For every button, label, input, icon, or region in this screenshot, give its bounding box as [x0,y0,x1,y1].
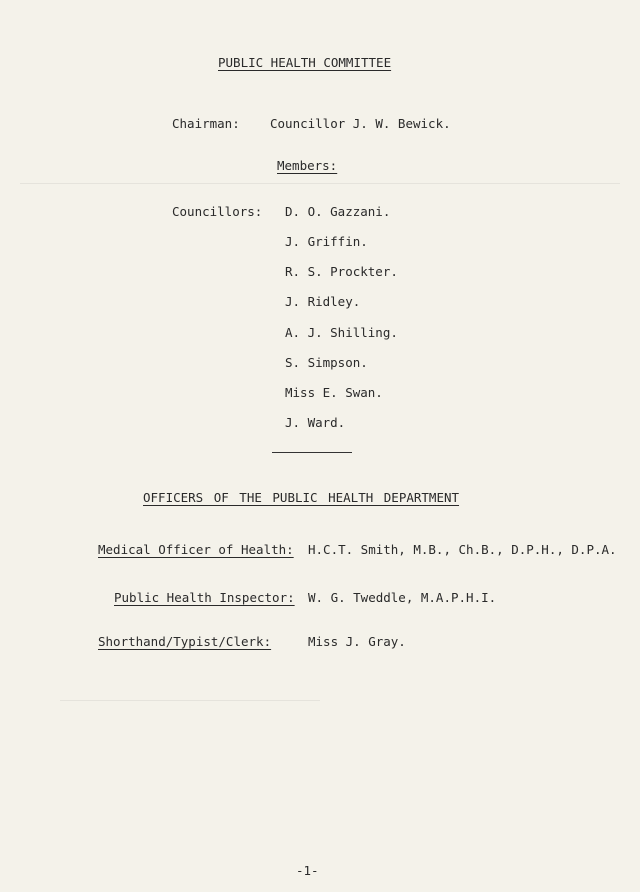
officer-name-inspector: W. G. Tweddle, M.A.P.H.I. [308,590,497,605]
show-through-line [20,183,620,184]
member-name: J. Griffin. [285,234,368,249]
member-name: Miss E. Swan. [285,385,383,400]
chairman-label: Chairman: [172,116,240,131]
page-title: PUBLIC HEALTH COMMITTEE [218,55,392,70]
member-name: A. J. Shilling. [285,325,398,340]
officers-heading: OFFICERS OF THE PUBLIC HEALTH DEPARTMENT [143,490,460,505]
officer-role-inspector: Public Health Inspector: [114,590,295,605]
member-name: R. S. Prockter. [285,264,398,279]
councillors-label: Councillors: [172,204,263,219]
chairman-name: Councillor J. W. Bewick. [270,116,451,131]
member-name: J. Ridley. [285,294,361,309]
officer-role-medical: Medical Officer of Health: [98,542,294,557]
members-heading: Members: [277,158,338,173]
page-number: -1- [296,863,319,878]
member-name: J. Ward. [285,415,346,430]
member-name: S. Simpson. [285,355,368,370]
officer-name-medical: H.C.T. Smith, M.B., Ch.B., D.P.H., D.P.A. [308,542,617,557]
officer-name-clerk: Miss J. Gray. [308,634,406,649]
officer-role-clerk: Shorthand/Typist/Clerk: [98,634,272,649]
member-name: D. O. Gazzani. [285,204,391,219]
show-through-line [60,700,320,701]
section-divider [272,452,352,453]
